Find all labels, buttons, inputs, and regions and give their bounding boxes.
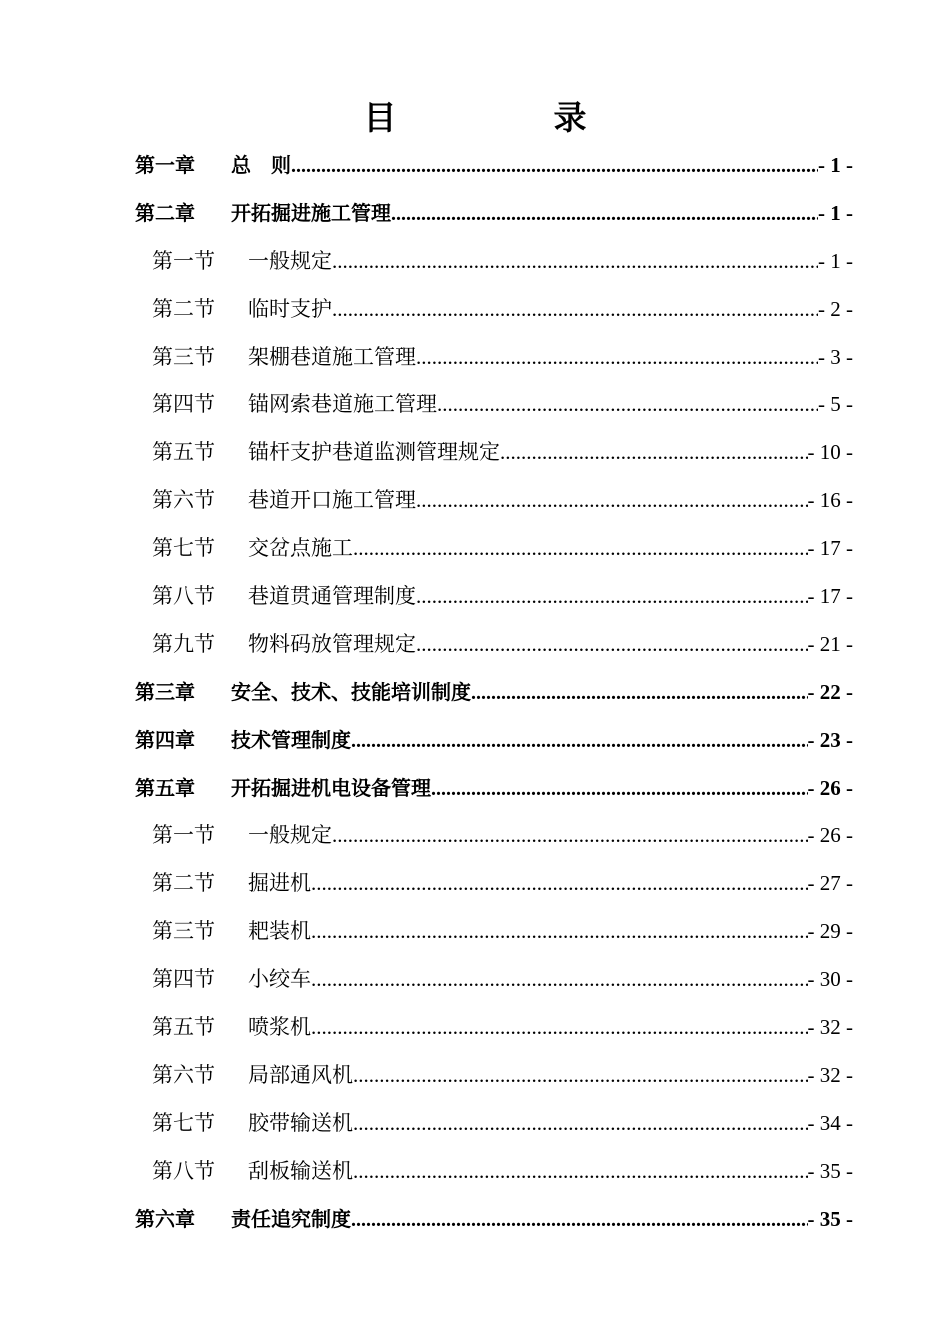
toc-chapter-entry[interactable] [135, 765, 853, 813]
toc-chapter-entry[interactable] [135, 669, 853, 717]
toc-entry-label: 喷浆机 [248, 1015, 311, 1040]
toc-entry-label: 一般规定 [248, 248, 332, 273]
toc-entry-page-number: - 22 - [807, 679, 853, 704]
dot-leader [332, 238, 818, 286]
toc-entry-label: 胶带输送机 [248, 1110, 353, 1135]
toc-entry-page-number: - 30 - [807, 967, 853, 992]
dot-leader [391, 191, 818, 238]
toc-entry-number: 第七节 [152, 1110, 215, 1135]
toc-entry-label: 锚网索巷道施工管理 [248, 392, 437, 417]
toc-entry-number: 第五节 [152, 1015, 215, 1040]
dot-leader [437, 381, 818, 429]
dot-leader [471, 670, 808, 717]
toc-entry-page-number: - 2 - [818, 296, 853, 321]
dot-leader [332, 286, 818, 334]
toc-entry-page-number: - 3 - [818, 344, 853, 369]
toc-entry-number: 第八节 [152, 1158, 215, 1183]
dot-leader [311, 860, 808, 908]
toc-section-entry[interactable] [135, 334, 853, 382]
toc-entry-number: 第四节 [152, 392, 215, 417]
toc-section-entry[interactable] [135, 908, 853, 956]
toc-entry-label: 物料码放管理规定 [248, 631, 416, 656]
toc-entry-label: 锚杆支护巷道监测管理规定 [248, 440, 500, 465]
dot-leader [311, 1004, 808, 1052]
toc-section-entry[interactable] [135, 1052, 853, 1100]
toc-entry-number: 第三节 [152, 344, 215, 369]
toc-entry-number: 第六节 [152, 488, 215, 513]
toc-entry-page-number: - 23 - [807, 727, 853, 752]
toc-entry-page-number: - 35 - [807, 1206, 853, 1231]
toc-entry-page-number: - 17 - [807, 536, 853, 561]
toc-entry-label: 耙装机 [248, 919, 311, 944]
dot-leader [332, 812, 808, 860]
toc-section-entry[interactable] [135, 381, 853, 429]
toc-entry-number: 第六章 [135, 1206, 195, 1231]
toc-entry-number: 第五章 [135, 775, 195, 800]
toc-entry-number: 第一章 [135, 153, 195, 177]
toc-entry-page-number: - 34 - [807, 1110, 853, 1135]
dot-leader [311, 956, 808, 1004]
toc-entry-label: 刮板输送机 [248, 1158, 353, 1183]
toc-section-entry[interactable] [135, 286, 853, 334]
toc-entry-label: 开拓掘进机电设备管理 [231, 775, 431, 800]
toc-entry-page-number: - 26 - [807, 823, 853, 848]
toc-entry-page-number: - 21 - [807, 631, 853, 656]
toc-entry-page-number: - 1 - [818, 200, 853, 225]
toc-section-entry[interactable] [135, 238, 853, 286]
toc-entry-number: 第四节 [152, 967, 215, 992]
dot-leader [500, 429, 808, 477]
toc-section-entry[interactable] [135, 429, 853, 477]
toc-entry-number: 第九节 [152, 631, 215, 656]
dot-leader [353, 1100, 808, 1148]
toc-entry-label: 技术管理制度 [231, 727, 351, 752]
toc-entry-label: 责任追究制度 [231, 1206, 351, 1231]
toc-entry-label: 安全、技术、技能培训制度 [231, 679, 471, 704]
toc-entry-number: 第一节 [152, 248, 215, 273]
toc-entry-number: 第八节 [152, 584, 215, 609]
toc-entry-label: 巷道贯通管理制度 [248, 584, 416, 609]
dot-leader [353, 1052, 808, 1100]
toc-entry-page-number: - 32 - [807, 1015, 853, 1040]
dot-leader [353, 1148, 808, 1196]
toc-entry-label: 交岔点施工 [248, 536, 353, 561]
toc-section-entry[interactable] [135, 812, 853, 860]
toc-chapter-entry[interactable] [135, 142, 853, 190]
toc-entry-label: 开拓掘进施工管理 [231, 200, 391, 225]
toc-entry-page-number: - 35 - [807, 1158, 853, 1183]
toc-entry-number: 第六节 [152, 1062, 215, 1087]
toc-section-entry[interactable] [135, 1004, 853, 1052]
toc-section-entry[interactable] [135, 573, 853, 621]
toc-entry-number: 第四章 [135, 727, 195, 752]
toc-entry-number: 第三章 [135, 679, 195, 704]
toc-entry-page-number: - 1 - [818, 153, 853, 177]
toc-entry-number: 第二节 [152, 296, 215, 321]
toc-entry-label: 临时支护 [248, 296, 332, 321]
toc-entry-page-number: - 10 - [807, 440, 853, 465]
toc-entry-page-number: - 17 - [807, 584, 853, 609]
toc-entry-label: 巷道开口施工管理 [248, 488, 416, 513]
toc-entry-number: 第三节 [152, 919, 215, 944]
toc-entry-number: 第二节 [152, 871, 215, 896]
toc-section-entry[interactable] [135, 525, 853, 573]
toc-entry-label: 局部通风机 [248, 1062, 353, 1087]
toc-section-entry[interactable] [135, 1100, 853, 1148]
toc-chapter-entry[interactable] [135, 717, 853, 765]
toc-entry-number: 第五节 [152, 440, 215, 465]
toc-entry-number: 第一节 [152, 823, 215, 848]
toc-chapter-entry[interactable] [135, 1196, 853, 1244]
toc-section-entry[interactable] [135, 860, 853, 908]
table-of-contents [135, 142, 853, 1243]
toc-title: 目 录 [363, 98, 649, 137]
dot-leader [431, 766, 808, 813]
toc-section-entry[interactable] [135, 477, 853, 525]
dot-leader [311, 908, 808, 956]
toc-entry-label: 架棚巷道施工管理 [248, 344, 416, 369]
dot-leader [291, 143, 818, 190]
dot-leader [351, 718, 808, 765]
toc-entry-number: 第七节 [152, 536, 215, 561]
dot-leader [416, 477, 808, 525]
toc-entry-page-number: - 32 - [807, 1062, 853, 1087]
toc-entry-label: 小绞车 [248, 967, 311, 992]
dot-leader [416, 334, 818, 382]
toc-chapter-entry[interactable] [135, 190, 853, 238]
dot-leader [353, 525, 808, 573]
toc-entry-label: 掘进机 [248, 871, 311, 896]
toc-entry-page-number: - 26 - [807, 775, 853, 800]
toc-entry-page-number: - 27 - [807, 871, 853, 896]
dot-leader [351, 1197, 808, 1244]
toc-section-entry[interactable] [135, 1148, 853, 1196]
toc-entry-number: 第二章 [135, 200, 195, 225]
dot-leader [416, 573, 808, 621]
toc-section-entry[interactable] [135, 621, 853, 669]
dot-leader [416, 621, 808, 669]
toc-entry-page-number: - 5 - [818, 392, 853, 417]
toc-entry-page-number: - 29 - [807, 919, 853, 944]
toc-entry-page-number: - 1 - [818, 248, 853, 273]
toc-entry-page-number: - 16 - [807, 488, 853, 513]
toc-section-entry[interactable] [135, 956, 853, 1004]
toc-entry-label: 总 则 [231, 153, 291, 177]
toc-entry-label: 一般规定 [248, 823, 332, 848]
